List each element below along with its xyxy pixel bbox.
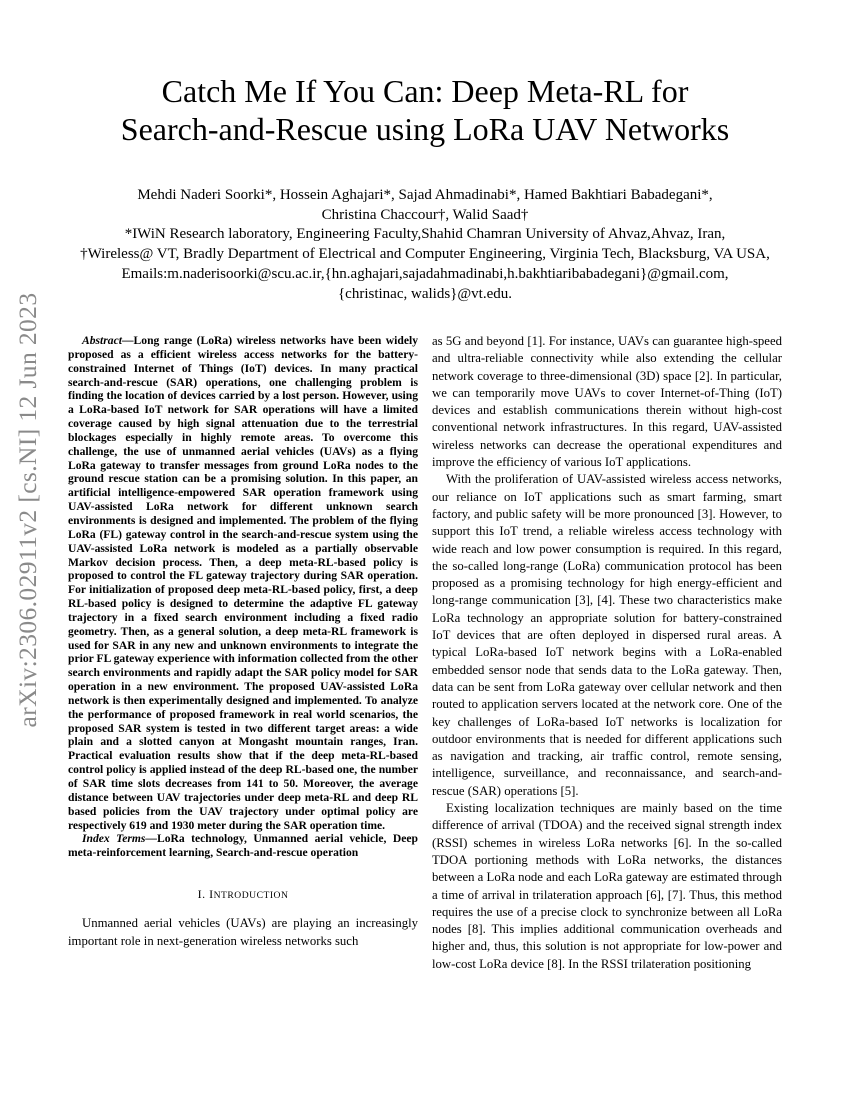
paper-title bbox=[60, 72, 790, 148]
section-number: I. I bbox=[197, 887, 214, 902]
left-column bbox=[68, 334, 418, 950]
abstract bbox=[68, 334, 418, 832]
index-terms bbox=[68, 832, 418, 860]
index-terms-label: Index Terms— bbox=[82, 832, 157, 846]
paper-title-line-1: Catch Me If You Can: Deep Meta-RL for bbox=[161, 73, 689, 109]
arxiv-identifier-stamp bbox=[8, 292, 48, 728]
abstract-text: Long range (LoRa) wireless networks have been widely proposed as a efficient wireless access networks for the battery-constrained Internet of Things (IoT) devices. In many practical search-and-rescue (SAR) operations, one challenging problem is finding the location of devices carried by a lost person. However, using a LoRa-based IoT network for SAR operations will have a limited coverage caused by high signal attenuation due to the terrestrial blockages especially in highly remote areas. To overcome this challenge, the use of unmanned aerial vehicles (UAVs) as a flying LoRa gateway to transfer messages from ground LoRa nodes to the ground rescue station can be a promising solution. In this paper, an artificial intelligence-empowered SAR operation framework using UAV-assisted LoRa network for different unknown search environments is designed and implemented. The problem of the flying LoRa (FL) gateway control in the search-and-rescue system using the UAV-assisted LoRa network is modeled as a partially observable Markov decision process. Then, a deep meta-RL-based policy is proposed to control the FL gateway trajectory during SAR operation. For initialization of proposed deep meta-RL-based policy, first, a deep RL-based policy is designed to determine the adaptive FL gateway trajectory in a fixed search environment including a fixed radio geometry. Then, as a general solution, a deep meta-RL framework is used for SAR in any new and unknown environments to integrate the prior FL gateway experience with information collected from the other search environments and rapidly adapt the SAR policy model for SAR operation in a new environment. The proposed UAV-assisted LoRa network is then experimentally designed and implemented. To analyze the performance of proposed framework in real world scenarios, the proposed SAR system is tested in two different target areas: a wide plain and a slotted canyon at Mongasht mountain ranges, Iran. Practical evaluation results show that if the deep meta-RL-based control policy is applied instead of the deep RL-based one, the number of SAR time slots decreases from 141 to 50. Moreover, the average distance between UAV trajectories under deep meta-RL and deep RL based policies from the UAV trajectory under optimal policy are respectively 619 and 1930 meter during the SAR operation time. bbox=[68, 334, 418, 832]
arxiv-identifier-text: arXiv:2306.02911v2 [cs.NI] 12 Jun 2023 bbox=[13, 292, 42, 728]
section-title: NTRODUCTION bbox=[213, 890, 289, 902]
right-paragraph-1: as 5G and beyond [1]. For instance, UAVs can guarantee high-speed and ultra-reliable connectivity while also extending the cellular network coverage to three-dimensional (3D) space [2]. In particular, we can temporarily move UAVs to cover Internet-of-Thing (IoT) devices and establish communications therein without high-cost conventional network infrastructures. In this regard, UAV-assisted wireless networks can decrease the operational expenditures and improve the efficiency of various IoT applications. bbox=[432, 334, 782, 470]
author-list bbox=[60, 185, 790, 225]
paper-title-line-2: Search-and-Rescue using LoRa UAV Networks bbox=[120, 111, 730, 147]
right-paragraph-3: Existing localization techniques are mainly based on the time difference of arrival (TDOA) and the received signal strength index (RSSI) schemes in wireless LoRa networks [6]. In the so-called TDOA portioning methods with LoRa networks, the distances between a LoRa node and each LoRa gateway are estimated through a time of arrival in trilateration approach [6], [7]. Thus, this method requires the use of a precise clock to synchronize between all LoRa nodes [8]. This implies additional communication overheads and higher and, thus, this solution is not appropriate for low-power and low-cost LoRa device [8]. In the RSSI trilateration positioning bbox=[432, 801, 782, 971]
affiliation-emails-line-2: {christinac, walids}@vt.edu. bbox=[337, 286, 512, 302]
right-column bbox=[432, 333, 782, 973]
author-line-1: Mehdi Naderi Soorki*, Hossein Aghajari*, Sajad Ahmadinabi*, Hamed Bakhtiari Babadegani*, bbox=[137, 187, 713, 203]
abstract-label: Abstract— bbox=[82, 334, 134, 347]
affiliation-line-1: *IWiN Research laboratory, Engineering Faculty,Shahid Chamran University of Ahvaz,Ahvaz, Iran, bbox=[124, 226, 726, 242]
right-paragraph-2: With the proliferation of UAV-assisted wireless access networks, our reliance on IoT applications such as smart farming, smart factory, and public safety will be more pronounced [3]. However, to support this IoT trend, a reliable wireless access technology with wide reach and low power consumption is required. In this regard, the so-called long-range (LoRa) communication protocol has been proposed as a promising technology for high energy-efficient and long-range communication [3], [4]. These two characteristics make LoRa technology an appropriate solution for battery-constrained IoT devices that are often deployed in dispersed rural areas. A typical LoRa-based IoT network begins with a LoRa-enabled embedded sensor node that sends data to the LoRa gateway. Then, data can be sent from LoRa gateway over cellular network and then routed to application servers located at the network core. One of the key challenges of LoRa-based IoT networks is localization for outdoor environments that is needed for different applications such as navigation and tracking, air traffic control, remote sensing, intelligence, surveillance, and reconnaissance, and search-and-rescue (SAR) operations [5]. bbox=[432, 472, 782, 798]
index-terms-text: LoRa technology, Unmanned aerial vehicle, Deep meta-reinforcement learning, Search-and-rescue operation bbox=[68, 832, 418, 860]
section-heading-introduction bbox=[68, 886, 418, 904]
affiliations bbox=[60, 224, 790, 304]
intro-paragraph-1: Unmanned aerial vehicles (UAVs) are playing an increasingly important role in next-generation wireless networks such bbox=[68, 916, 418, 948]
author-line-2: Christina Chaccour†, Walid Saad† bbox=[321, 207, 529, 223]
affiliation-emails-line-1: Emails:m.naderisoorki@scu.ac.ir,{hn.aghajari,sajadahmadinabi,h.bakhtiaribabadegani}@gmail.com, bbox=[121, 266, 729, 282]
affiliation-line-2: †Wireless@ VT, Bradly Department of Electrical and Computer Engineering, Virginia Tech, Blacksburg, VA USA, bbox=[80, 246, 770, 262]
